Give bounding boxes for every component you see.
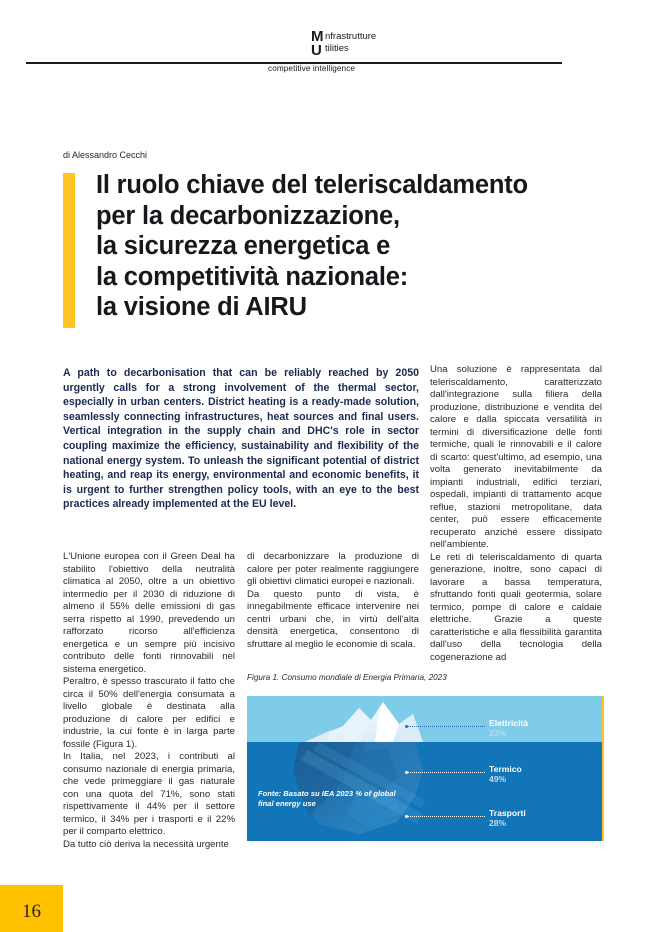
figure-caption: Figura 1. Consumo mondiale di Energia Primaria, 2023 xyxy=(247,673,447,682)
title-accent-bar xyxy=(63,173,75,328)
body-column-1 xyxy=(63,551,235,851)
legend-item-termico xyxy=(489,764,522,784)
paragraph: Da tutto ciò deriva la necessità urgente xyxy=(63,838,229,850)
page-title xyxy=(96,170,616,323)
iceberg-illustration xyxy=(247,696,602,841)
iceberg-submerged xyxy=(293,742,425,834)
title-line: la visione di AIRU xyxy=(96,293,307,321)
title-line: Il ruolo chiave del teleriscaldamento xyxy=(96,171,528,199)
paragraph: Una soluzione è rappresentata dal teleriscaldamento, caratterizzato dall'integrazione sulla filiera della produzione, distribuzione e vendita del calore e dalla spiccata versatilità in termini di diversificazione delle fonti termiche, quali le rinnovabili e il calore di scarto: quest'ultimo, ad esempio, una volta generato inevitabilmente da impianti industriali, edifici terziari, ospedali, impianti di trattamento acque reflue, stazioni metropolitane, data center, può essere efficacemente recuperato anziché essere dissipato nell'ambiente. xyxy=(430,364,602,550)
logo-monogram xyxy=(311,30,323,58)
legend-label: Elettricità xyxy=(489,718,529,728)
legend-value: 49% xyxy=(489,774,507,784)
page-number: 16 xyxy=(22,901,41,922)
title-line: per la decarbonizzazione, xyxy=(96,201,400,230)
body-column-2 xyxy=(247,551,419,651)
paragraph: Le reti di teleriscaldamento di quarta generazione, inoltre, sono capaci di lavorare a bassa temperatura, sfruttando fonti quali geotermia, solare termico, pompe di calore e caldaie elettriche. Grazie a queste caratteristiche e alla flessibilità garantita dall'uso della tecnologia della cogenerazione ad xyxy=(430,551,602,663)
logo-letter-u: U xyxy=(311,42,322,59)
logo-letter-m: M xyxy=(311,28,324,45)
legend-label: Termico xyxy=(489,764,522,774)
leader-line xyxy=(407,816,485,818)
figure-source-note: Fonte: Basato su IEA 2023 % of global final energy use xyxy=(258,789,396,808)
legend-item-trasporti xyxy=(489,808,526,828)
paragraph: In Italia, nel 2023, i contributi al consumo nazionale di energia primaria, che vede primeggiare il gas naturale con una quota del 71%, sono stati rispettivamente il 44% per il settore termico, il 34% per i trasporti e il 22% per il comparto elettrico. xyxy=(63,751,235,837)
logo-word-utilities: tilities xyxy=(325,42,349,54)
masthead-tagline: competitive intelligence xyxy=(268,64,356,73)
leader-line xyxy=(407,772,485,774)
abstract-text: A path to decarbonisation that can be reliably reached by 2050 urgently calls for a strong involvement of the thermal sector, especially in urban centers. District heating is a ready-made solution, seamlessly connecting infrastructures, heat sources and final users. Vertical integration in the supply chain and DHC's role in sector coupling maximize the efficiency, sustainability and flexibility of the national energy system. To unleash the significant potential of district heating, and reap its energy, environmental and economic benefits, it is urgent to further strengthen policy tools, with an eye to the best practices already implemented at the EU level. xyxy=(63,367,419,511)
body-column-3 xyxy=(430,364,602,664)
logo-word-infrastrutture: nfrastrutture xyxy=(325,31,377,42)
byline: di Alessandro Cecchi xyxy=(63,150,148,160)
publication-logo xyxy=(311,30,431,64)
title-line: la competitività nazionale: xyxy=(96,262,409,291)
paragraph: di decarbonizzare la produzione di calore per poter realmente raggiungere gli obiettivi climatici europei e nazionali. xyxy=(247,551,419,587)
paragraph: Da questo punto di vista, è innegabilmente efficace intervenire nei centri urbani che, in virtù dell'alta densità energetica, consentono di sfruttare al meglio le economie di scala. xyxy=(247,588,419,650)
leader-line xyxy=(407,726,485,728)
title-line: la sicurezza energetica e xyxy=(96,232,391,260)
legend-value: 23% xyxy=(489,728,507,738)
legend-item-elettricita xyxy=(489,718,528,738)
legend-label: Trasporti xyxy=(489,808,526,818)
paragraph: Peraltro, è spesso trascurato il fatto che circa il 50% dell'energia consumata a livello globale è destinata alla produzione di calore per edifici e industrie, la cui fonte è in larga parte fossile (Figura 1). xyxy=(63,676,235,750)
logo-wordmark xyxy=(325,31,376,54)
iceberg-tip xyxy=(305,702,423,742)
legend-value: 28% xyxy=(489,818,507,828)
paragraph: L'Unione europea con il Green Deal ha stabilito l'obiettivo della neutralità climatica al 2050, oltre a un obiettivo intermedio per il 2030 di riduzione di almeno il 55% delle emissioni di gas serra rispetto al 1990, prevedendo un rafforzato ricorso all'efficienza energetica e un sempre più incisivo contributo delle fonti rinnovabili nel sistema energetico. xyxy=(63,551,235,675)
masthead xyxy=(0,0,658,80)
energy-iceberg-infographic xyxy=(247,696,604,841)
